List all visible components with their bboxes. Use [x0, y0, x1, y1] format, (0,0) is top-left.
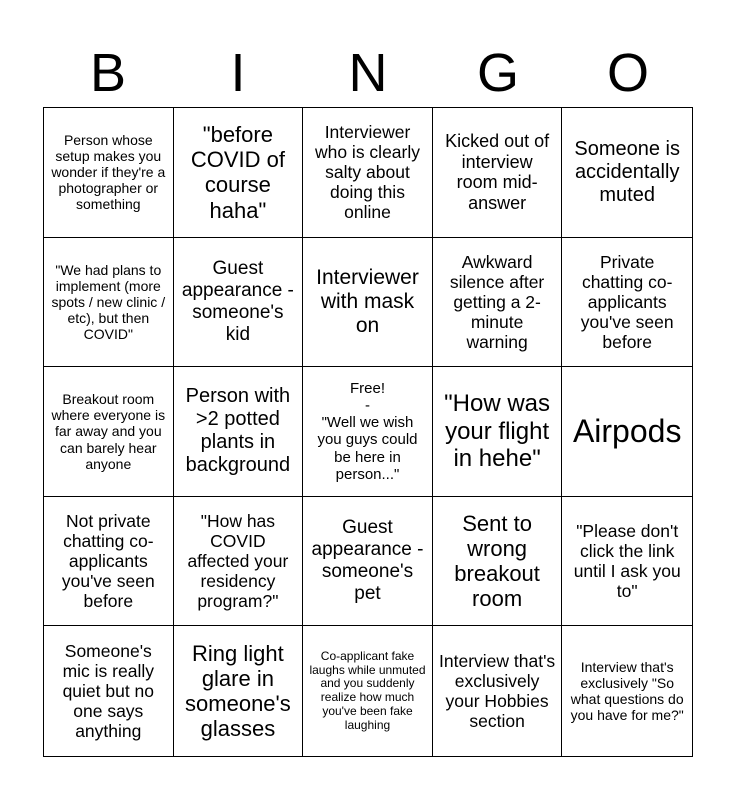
cell-text: "Please don't click the link until I ask you to" [573, 520, 681, 602]
cell-text: Person with >2 potted plants in background [185, 385, 291, 477]
bingo-cell[interactable] [174, 497, 304, 627]
header-letter-o: O [606, 43, 649, 103]
bingo-cell[interactable] [174, 108, 304, 238]
cell-text: Breakout room where everyone is far away and you can barely hear anyone [51, 391, 166, 472]
bingo-cell[interactable] [174, 626, 304, 756]
cell-text: Kicked out of interview room mid-answer [445, 130, 550, 213]
header-letter-b: B [89, 43, 127, 103]
cell-text: Interviewer with mask on [316, 265, 419, 337]
bingo-cell[interactable] [44, 497, 174, 627]
cell-text: Co-applicant fake laughs while unmuted and you suddenly realize how much you've been fake laughing [309, 648, 426, 732]
bingo-cell[interactable] [562, 108, 692, 238]
bingo-cell[interactable] [562, 497, 692, 627]
bingo-cell[interactable] [303, 108, 433, 238]
cell-text: Free! - "Well we wish you guys could be here in person..." [317, 379, 418, 483]
cell-text: Interview that's exclusively "So what questions do you have for me?" [570, 659, 684, 724]
header-letter-n: N [348, 43, 388, 103]
cell-text: "How was your flight in hehe" [444, 390, 551, 473]
cell-text: "We had plans to implement (more spots / new clinic / etc), but then COVID" [51, 261, 166, 343]
cell-text: Airpods [572, 413, 682, 450]
cell-text: Guest appearance - someone's pet [311, 517, 424, 604]
bingo-cell[interactable] [174, 367, 304, 497]
cell-text: Private chatting co-applicants you've seen before [580, 251, 674, 353]
bingo-cell[interactable] [303, 626, 433, 756]
bingo-header [43, 40, 693, 106]
bingo-cell[interactable] [44, 108, 174, 238]
free-space-cell[interactable] [303, 367, 433, 497]
cell-text: Someone is accidentally muted [574, 137, 680, 206]
bingo-cell[interactable] [303, 238, 433, 368]
bingo-cell[interactable] [433, 108, 563, 238]
cell-text: Guest appearance - someone's kid [181, 258, 294, 345]
bingo-cell[interactable] [303, 497, 433, 627]
cell-text: Interview that's exclusively your Hobbies section [439, 650, 556, 732]
bingo-cell[interactable] [562, 238, 692, 368]
bingo-cell[interactable] [562, 626, 692, 756]
bingo-cell[interactable] [433, 497, 563, 627]
bingo-cell[interactable] [44, 367, 174, 497]
cell-text: Interviewer who is clearly salty about doing this online [314, 121, 421, 223]
header-letter-i: I [230, 43, 246, 103]
bingo-cell[interactable] [174, 238, 304, 368]
cell-text: Not private chatting co-applicants you've seen before [61, 510, 155, 612]
bingo-cell[interactable] [433, 626, 563, 756]
cell-text: Someone's mic is really quiet but no one says anything [62, 640, 155, 742]
bingo-cell[interactable] [44, 626, 174, 756]
cell-text: "before COVID of course haha" [190, 121, 285, 223]
bingo-cell[interactable] [562, 367, 692, 497]
cell-text: Awkward silence after getting a 2-minute warning [449, 251, 545, 353]
cell-text: Person whose setup makes you wonder if they're a photographer or something [51, 132, 166, 213]
cell-text: "How has COVID affected your residency program?" [187, 510, 289, 612]
header-letter-g: G [476, 43, 519, 103]
bingo-cell[interactable] [433, 238, 563, 368]
bingo-card [43, 107, 693, 757]
cell-text: Sent to wrong breakout room [454, 510, 540, 612]
bingo-cell[interactable] [433, 367, 563, 497]
bingo-cell[interactable] [44, 238, 174, 368]
cell-text: Ring light glare in someone's glasses [185, 640, 291, 742]
